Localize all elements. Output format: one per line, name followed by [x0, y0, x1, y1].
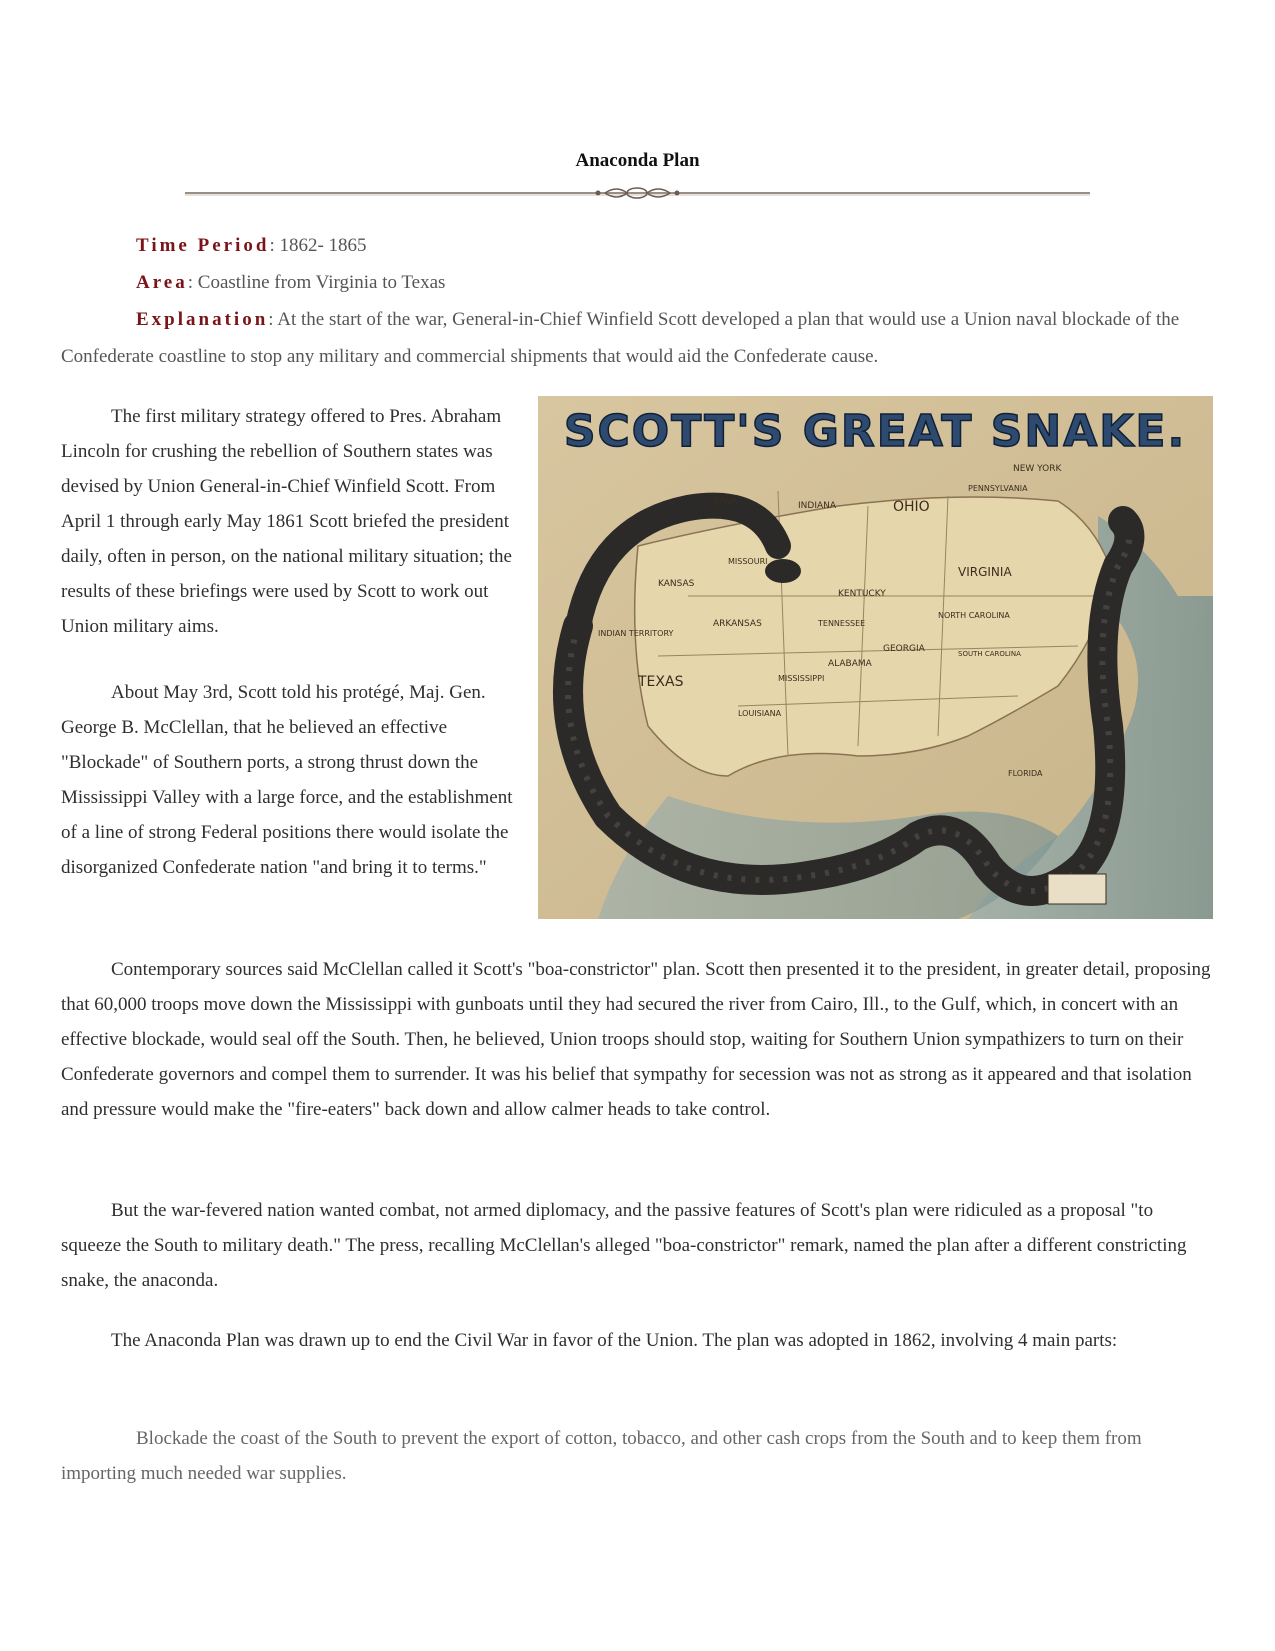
paragraph-first-strategy [61, 399, 531, 644]
library-stamp [1048, 874, 1106, 904]
map-label-texas: TEXAS [638, 674, 684, 690]
map-label-mississippi: MISSISSIPPI [778, 674, 825, 683]
map-label-south-carolina: SOUTH CAROLINA [958, 650, 1021, 658]
ornamental-divider [185, 183, 1090, 203]
paragraph-text: The first military strategy offered to Pres. Abraham Lincoln for crushing the rebellion of Southern states was devised by Union General-in-Chief Winfield Scott. From April 1 through early May 1861 Scott briefed the president daily, often in person, on the national military situation; the results of these briefings were used by Scott to work out Union military aims. [61, 406, 512, 637]
map-label-kansas: KANSAS [658, 579, 695, 589]
map-label-virginia: VIRGINIA [958, 565, 1012, 579]
explanation-line [61, 301, 1211, 375]
paragraph-mcclellan [61, 675, 531, 885]
map-label-new-york: NEW YORK [1013, 464, 1062, 474]
map-label-kentucky: KENTUCKY [838, 589, 886, 599]
list-item-blockade [61, 1421, 1216, 1491]
map-label-florida: FLORIDA [1008, 769, 1043, 778]
map-label-indian-territory: INDIAN TERRITORY [598, 629, 674, 638]
time-period-label: Time Period [136, 235, 270, 256]
map-label-louisiana: LOUISIANA [738, 709, 782, 718]
map-label-iowa: IOWA [713, 497, 738, 507]
map-label-tennessee: TENNESSEE [818, 619, 866, 628]
scotts-great-snake-map [538, 396, 1213, 919]
paragraph-text: About May 3rd, Scott told his protégé, Maj. Gen. George B. McClellan, that he believed an effective "Blockade" of Southern ports, a strong thrust down the Mississippi Valley with a large force, and the establishment of a line of strong Federal positions there would isolate the disorganized Confederate nation "and bring it to terms." [61, 682, 513, 878]
map-label-pennsylvania: PENNSYLVANIA [968, 484, 1028, 493]
explanation-value: : At the start of the war, General-in-Chief Winfield Scott developed a plan that would use a Union naval blockade of the Confederate coastline to stop any military and commercial shipments that would aid the Confederate cause. [61, 309, 1180, 367]
time-period-line [61, 227, 1211, 264]
paragraph-text: The Anaconda Plan was drawn up to end the Civil War in favor of the Union. The plan was adopted in 1862, involving 4 main parts: [111, 1330, 1118, 1351]
map-label-georgia: GEORGIA [883, 644, 925, 654]
time-period-value: : 1862- 1865 [269, 235, 367, 256]
map-label-ohio: OHIO [893, 499, 930, 515]
map-title: SCOTT'S GREAT SNAKE. [563, 406, 1187, 457]
map-label-alabama: ALABAMA [828, 659, 872, 669]
map-label-indiana: INDIANA [798, 501, 837, 511]
explanation-label: Explanation [136, 309, 269, 330]
paragraph-text: Blockade the coast of the South to prevent the export of cotton, tobacco, and other cash crops from the South and to keep them from importing much needed war supplies. [61, 1428, 1142, 1484]
paragraph-text: But the war-fevered nation wanted combat, not armed diplomacy, and the passive features of Scott's plan were ridiculed as a proposal "to squeeze the South to military death." The press, recalling McClellan's alleged "boa-constrictor" remark, named the plan after a different constricting snake, the anaconda. [61, 1200, 1187, 1291]
paragraph-boa-constrictor [61, 952, 1216, 1127]
paragraph-war-fevered [61, 1193, 1216, 1298]
area-label: Area [136, 272, 188, 293]
paragraph-anaconda-adopted [61, 1323, 1216, 1358]
map-label-arkansas: ARKANSAS [713, 619, 762, 629]
area-value: : Coastline from Virginia to Texas [187, 272, 446, 293]
paragraph-text: Contemporary sources said McClellan called it Scott's "boa-constrictor" plan. Scott then presented it to the president, in greater detail, proposing that 60,000 troops move down the Mississippi with gunboats until they had secured the river from Cairo, Ill., to the Gulf, which, in concert with an effective blockade, would seal off the South. Then, he believed, Union troops should stop, waiting for Southern Union sympathizers to turn on their Confederate governors and compel them to surrender. It was his belief that sympathy for secession was not as strong as it appeared and that isolation and pressure would make the "fire-eaters" back down and allow calmer heads to take control. [61, 959, 1211, 1120]
map-label-missouri: MISSOURI [728, 557, 768, 566]
map-label-north-carolina: NORTH CAROLINA [938, 611, 1010, 620]
area-line [61, 264, 1211, 301]
page-title: Anaconda Plan [575, 150, 700, 171]
